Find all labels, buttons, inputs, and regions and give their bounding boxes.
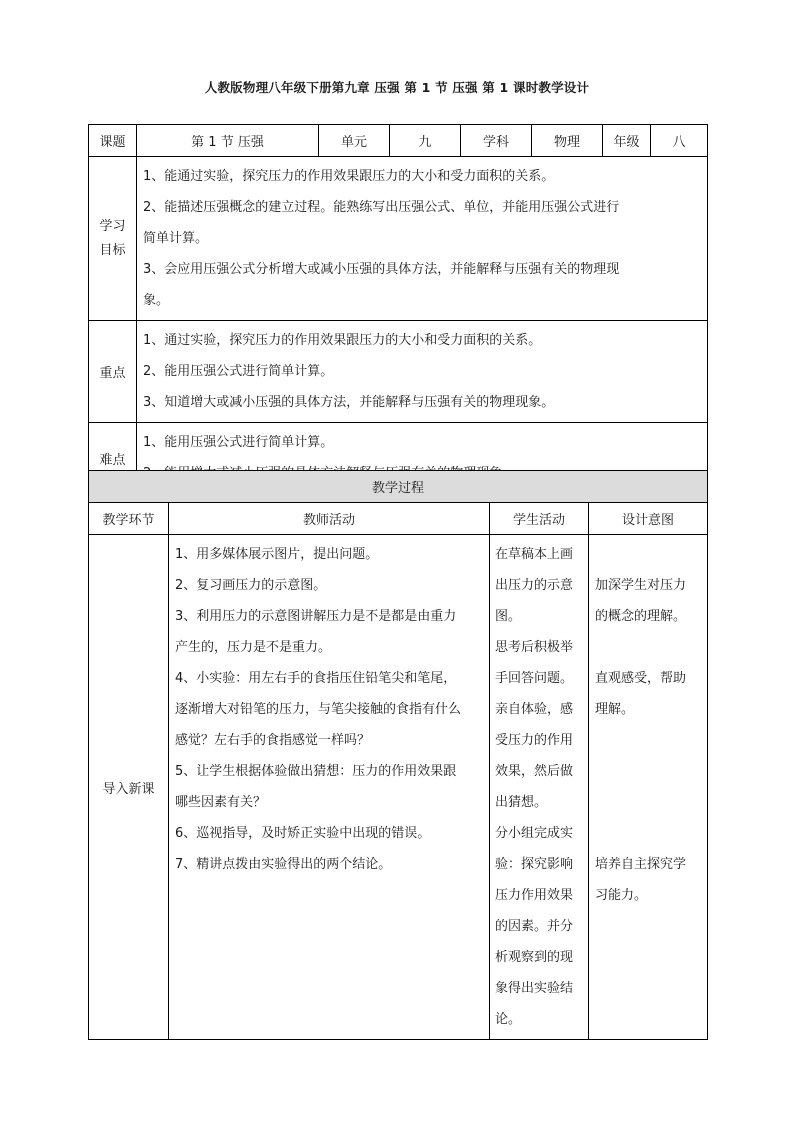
teaching-process-table: [88, 470, 708, 1040]
objectives-content: [137, 157, 708, 321]
intent-line: 的概念的理解。: [595, 609, 687, 624]
student-line: 论。: [495, 1012, 522, 1027]
page-title: 人教版物理八年级下册第九章 压强 第 1 节 压强 第 1 课时教学设计: [204, 80, 590, 95]
key-point-line: 2、能用压强公式进行简单计算。: [143, 364, 334, 379]
teacher-line: 4、小实验：用左右手的食指压住铅笔尖和笔尾，: [175, 671, 457, 686]
student-line: 亲自体验，感: [495, 702, 574, 717]
student-line: 在草稿本上画: [495, 547, 574, 562]
key-point-line: 3、知道增大或减小压强的具体方法，并能解释与压强有关的物理现象。: [143, 395, 555, 410]
objective-line: 1、能通过实验，探究压力的作用效果跟压力的大小和受力面积的关系。: [143, 169, 555, 184]
student-line: 分小组完成实: [495, 826, 574, 841]
col-teacher-header: 教师活动: [169, 503, 490, 535]
student-line: 出猜想。: [495, 795, 548, 810]
student-line: 象得出实验结: [495, 981, 574, 996]
teacher-line: 5、让学生根据体验做出猜想：压力的作用效果跟: [175, 764, 457, 779]
difficult-points-label: 难点: [89, 423, 137, 494]
student-line: 手回答问题。: [495, 671, 574, 686]
student-activities: [490, 535, 589, 1040]
key-points-content: [137, 321, 708, 423]
objective-line: 3、会应用压强公式分析增大或减小压强的具体方法，并能解释与压强有关的物理现: [143, 262, 620, 277]
subject-label: 学科: [461, 125, 532, 157]
intent-line: [595, 787, 703, 818]
teacher-line: 6、巡视指导，及时矫正实验中出现的错误。: [175, 826, 431, 841]
intent-line: 加深学生对压力: [595, 578, 687, 593]
intent-line: 培养自主探究学: [595, 857, 687, 872]
key-point-line: 1、通过实验，探究压力的作用效果跟压力的大小和受力面积的关系。: [143, 333, 542, 348]
teacher-line: 逐渐增大对铅笔的压力，与笔尖接触的食指有什么: [175, 702, 462, 717]
course-label: 课题: [89, 125, 137, 157]
teacher-line: 哪些因素有关？: [175, 795, 267, 810]
objective-line: 2、能描述压强概念的建立过程。能熟练写出压强公式、单位，并能用压强公式进行: [143, 200, 620, 215]
teacher-line: 产生的，压力是不是重力。: [175, 640, 332, 655]
objective-line: 象。: [143, 293, 170, 308]
student-line: 效果，然后做: [495, 764, 574, 779]
intent-line: [595, 725, 703, 756]
teacher-line: 3、利用压力的示意图讲解压力是不是都是由重力: [175, 609, 457, 624]
process-content-row: [89, 535, 708, 1040]
col-stage-header: 教学环节: [89, 503, 169, 535]
intent-line: [595, 632, 703, 663]
intent-line: 直观感受，帮助: [595, 671, 687, 686]
student-line: 图。: [495, 609, 522, 624]
grade-label: 年级: [603, 125, 651, 157]
header-row: [89, 125, 708, 157]
objectives-label-line2: 目标: [99, 242, 126, 258]
unit-label: 单元: [319, 125, 390, 157]
teacher-line: 2、复习画压力的示意图。: [175, 578, 327, 593]
process-section-row: [89, 471, 708, 503]
intent-line: [595, 539, 703, 570]
objectives-label-line1: 学习: [99, 218, 126, 234]
student-line: 的因素。并分: [495, 919, 574, 934]
intent-line: 理解。: [595, 702, 635, 717]
student-line: 压力作用效果: [495, 888, 574, 903]
process-header-row: [89, 503, 708, 535]
student-line: 析观察到的现: [495, 950, 574, 965]
teacher-line: 感觉？左右手的食指感觉一样吗？: [175, 733, 371, 748]
key-points-row: [89, 321, 708, 423]
objectives-row: [89, 157, 708, 321]
teacher-line: 7、精讲点拨由实验得出的两个结论。: [175, 857, 392, 872]
intent-line: [595, 818, 703, 849]
unit-value: 九: [390, 125, 461, 157]
intent-line: 习能力。: [595, 888, 648, 903]
student-line: 思考后积极举: [495, 640, 574, 655]
grade-value: 八: [651, 125, 708, 157]
key-points-label: 重点: [89, 321, 137, 423]
teacher-line: 1、用多媒体展示图片，提出问题。: [175, 547, 379, 562]
subject-value: 物理: [532, 125, 603, 157]
lesson-info-table: [88, 124, 708, 494]
student-line: 出压力的示意: [495, 578, 574, 593]
intent-line: [595, 756, 703, 787]
student-line: 受压力的作用: [495, 733, 574, 748]
process-section-title: 教学过程: [89, 471, 708, 503]
objectives-label: [89, 157, 137, 321]
col-student-header: 学生活动: [490, 503, 589, 535]
course-value: 第 1 节 压强: [137, 125, 319, 157]
teacher-activities: [169, 535, 490, 1040]
student-line: 验：探究影响: [495, 857, 574, 872]
col-intent-header: 设计意图: [589, 503, 708, 535]
stage-name: 导入新课: [89, 535, 169, 1040]
design-intent: [589, 535, 708, 1040]
objective-line: 简单计算。: [143, 231, 209, 246]
difficult-point-line: 1、能用压强公式进行简单计算。: [143, 435, 334, 450]
